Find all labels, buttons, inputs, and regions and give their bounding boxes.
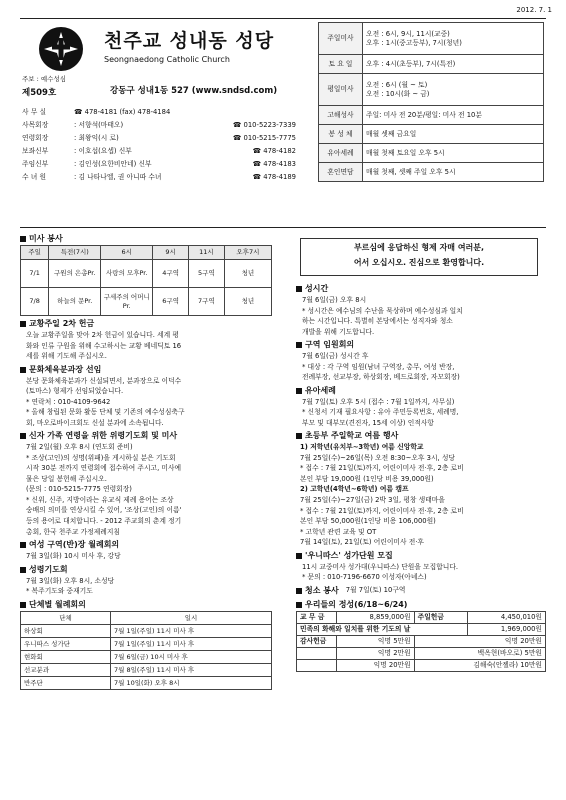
mass-row: 토 요 일 오후 : 4시(초등부), 7시(특전) (319, 55, 544, 74)
bullet-icon (296, 553, 302, 559)
bullet-icon (20, 567, 26, 573)
service-table (20, 245, 272, 316)
bullet-icon (296, 342, 302, 348)
table-row: 7/1 구원의 은총Pr. 사랑의 모후Pr. 4구역 5구역 청년 (21, 260, 272, 288)
table-row: 우니따스 성가단 7월 1일(주일) 11시 미사 후 (21, 637, 272, 650)
church-subtitle-en: Seongnaedong Catholic Church (104, 55, 230, 64)
group-meetings: 단체별 월례회의 단체 일시 하상회 7월 1일(주일) 11시 미사 후 우니따스 성가단 7월 1일(주일) 11시 미사 후 현화회 7월 6일(금) 10시 미사 후 선교분과 7월 8일(주일) 11시 미사 후 반주단 7월 10일(화) 오후 8시 (20, 599, 280, 690)
bullet-icon (20, 321, 26, 327)
notice-block: 청소 봉사 7월 7일(토) 10구역 (296, 585, 546, 597)
bullet-icon (20, 542, 26, 548)
notice-block: 여성 구역(반)장 월례회의 7월 3일(화) 10시 미사 후, 강당 (20, 539, 280, 562)
notice-block: 구역 임원회의 7월 6일(금) 성시간 후 * 대상 : 각 구역 임원(남녀 구역장, 총무, 여성 반장, 전례부장, 선교부장, 하상회장, 베드로회장, 자모회장) (296, 339, 546, 383)
service-section: 미사 봉사 주일 특전(7시) 6시 9시 11시 오후7시 7/1 구원의 은총Pr. 사랑의 모후Pr. 4구역 5구역 청년 7/8 하늘의 문Pr. 구세주의 어머니Pr. 6구역 7구역 청년 (20, 233, 280, 316)
bullet-icon (296, 588, 302, 594)
table-row: 반주단 7월 10일(화) 오후 8시 (21, 676, 272, 689)
table-row: 주일 특전(7시) 6시 9시 11시 오후7시 (21, 246, 272, 260)
table-row: 현화회 7월 6일(금) 10시 미사 후 (21, 650, 272, 663)
bullet-icon (20, 236, 26, 242)
donations-section: 우리들의 정성(6/18~6/24) 교 무 금 8,859,000원 주일헌금 4,450,010원 민족의 화해와 일치를 위한 기도의 날 1,969,000원 감사헌금 익명 5만원 익명 20만원 익명 2만원 백옥현(바오로) 5만원 익명 20만원 김해숙(안젤라) 10만원 (296, 599, 546, 672)
cross-logo-icon (38, 26, 84, 72)
mass-schedule-table (318, 22, 544, 182)
table-row: 익명 20만원 김해숙(안젤라) 10만원 (297, 659, 546, 671)
mass-row: 고해성사 주일: 미사 전 20분/평일: 미사 전 10분 (319, 106, 544, 125)
welcome-box: 부르심에 응답하신 형제 자매 여러분, 어서 오십시오. 진심으로 환영합니다. (300, 238, 538, 276)
table-row: 단체 일시 (21, 611, 272, 624)
notice-block: 신자 가족 연령을 위한 위령기도회 및 미사 7월 2일(월) 오후 8시 (연도회 준비) * 조상(고인)의 성명(위패)을 게시하실 분은 기도회 시작 30분 전까지 연령회에 접수하여 주시고, 미사예 물은 당일 봉헌해 주십시오. (문의 : 010-5215-7775 연령회장) * 신위, 신주, 지방이라는 유교식 제례 용어는 조상 숭배의 의미를 연상시킬 수 있어, '조상(고인)의 이름' 등의 용어로 대치합니다. - 2012 주교회의 춘계 정기 총회, 한국 천주교 가정제례지침 (20, 430, 280, 537)
right-notices (296, 283, 546, 672)
table-row: 선교분과 7월 8일(주일) 11시 미사 후 (21, 663, 272, 676)
table-row: 7/8 하늘의 문Pr. 구세주의 어머니Pr. 6구역 7구역 청년 (21, 288, 272, 316)
donations-table (296, 611, 546, 672)
left-notices (20, 318, 280, 690)
notice-block: 유아세례 7월 7일(토) 오후 5시 (접수 : 7월 1일까지, 사무실) * 신청서 기재 필요사항 : 유아 주민등록번호, 세례명, 부모 및 대부모(견진자, 15세 이상) 인적사항 (296, 385, 546, 429)
bullet-icon (20, 433, 26, 439)
bullet-icon (296, 433, 302, 439)
contact-row: 보좌신부 : 이호섭(요셉) 신부 ☎ 478-4182 (22, 147, 296, 156)
mass-row: 혼인면담 매월 첫째, 셋째 주일 오후 5시 (319, 163, 544, 182)
table-row: 감사헌금 익명 5만원 익명 20만원 (297, 635, 546, 647)
group-table (20, 611, 272, 690)
bullet-icon (20, 602, 26, 608)
contact-row: 수 녀 원 : 김 나타나엘, 권 아니따 수녀 ☎ 478-4189 (22, 173, 296, 182)
mass-row: 주일미사 오전 : 6시, 9시, 11시(교중) 오후 : 1시(중고등부), 7시(청년) (319, 23, 544, 55)
bulletin-date: 2012. 7. 1 (516, 6, 552, 14)
notice-block: '우니따스' 성가단원 모집 11시 교중미사 성가대(우니따스) 단원을 모집합니다. * 문의 : 010-7196-6670 이성자(아녜스) (296, 550, 546, 583)
mass-row: 유아세례 매월 첫째 토요일 오후 5시 (319, 144, 544, 163)
bullet-icon (296, 388, 302, 394)
table-row: 교 무 금 8,859,000원 주일헌금 4,450,010원 (297, 611, 546, 623)
bullet-icon (20, 367, 26, 373)
issue-number: 제509호 (22, 88, 57, 98)
contact-row: 주임신부 : 김인성(요한비안네) 신부 ☎ 478-4183 (22, 160, 296, 169)
notice-block: 문화체육분과장 선임 본당 문화체육분과가 신설되면서, 분과장으로 이덕수 (토마스) 형제가 선임되었습니다. * 연락처 : 010-4109-9642 * 올해 창립된 문화 활동 단체 및 기존의 예수성심축구 회, 마오로바이크회도 신설 분과에 소속됩니다. (20, 364, 280, 429)
contact-row: 사목회장 : 서향석(마태오) ☎ 010-5223-7339 (22, 121, 296, 130)
table-row: 하상회 7월 1일(주일) 11시 미사 후 (21, 624, 272, 637)
contact-row: 사 무 실 ☎ 478-4181 (fax) 478-4184 (22, 108, 171, 117)
contact-row: 연령회장 : 최왕익(시 로) ☎ 010-5215-7775 (22, 134, 296, 143)
notice-block: 초등부 주일학교 여름 행사 1) 저학년(유치부~3학년) 여름 신앙학교 7월 25일(수)~26일(목) 오전 8:30~오후 3시, 성당 * 접수 : 7월 21일(토)까지, 어린이미사 전·후, 2층 로비 본인 부담 19,000원 (1인당 비용 39,000원) 2) 고학년(4학년~6학년) 여름 캠프 7월 25일(수)~27일(금) 2박 3일, 평창 생태마을 * 접수 : 7월 21일(토)까지, 어린이미사 전·후, 2층 로비 본인 부담 50,000원(1인당 비용 106,000원) * 고학년 관련 교육 및 OT 7월 14일(토), 21일(토) 어린이미사 전·후 (296, 430, 546, 547)
bullet-icon (296, 286, 302, 292)
table-row: 민족의 화해와 일치를 위한 기도의 날 1,969,000원 (297, 623, 546, 635)
mass-row: 평일미사 오전 : 6시 (월 ~ 토) 오전 : 10시(화 ~ 금) (319, 74, 544, 106)
bullet-icon (296, 602, 302, 608)
notice-block: 성령기도회 7월 3일(화) 오후 8시, 소성당 * 복주기도와 중재기도 (20, 564, 280, 597)
notice-block: 교황주일 2차 헌금 오늘 교황주일을 맞아 2차 헌금이 있습니다. 세계 평 화와 인류 구원을 위해 수고하시는 교황 베네딕토 16 세를 위해 기도해 주십시오. (20, 318, 280, 362)
contact-list (22, 106, 296, 184)
patron-label: 주보 : 예수성심 (22, 75, 66, 83)
church-address: 강동구 성내1동 527 (www.sndsd.com) (110, 86, 278, 96)
table-row: 익명 2만원 백옥현(바오로) 5만원 (297, 647, 546, 659)
church-title: 천주교 성내동 성당 (104, 30, 275, 52)
notice-block: 성시간 7월 6일(금) 오후 8시 * 성시간은 예수님의 수난을 묵상하며 예수성심과 일치 하는 시간입니다. 특별히 본당에서는 성직자와 청소 개발을 위해 기도합니다. (296, 283, 546, 337)
mass-row: 봉 성 체 매월 셋째 금요일 (319, 125, 544, 144)
